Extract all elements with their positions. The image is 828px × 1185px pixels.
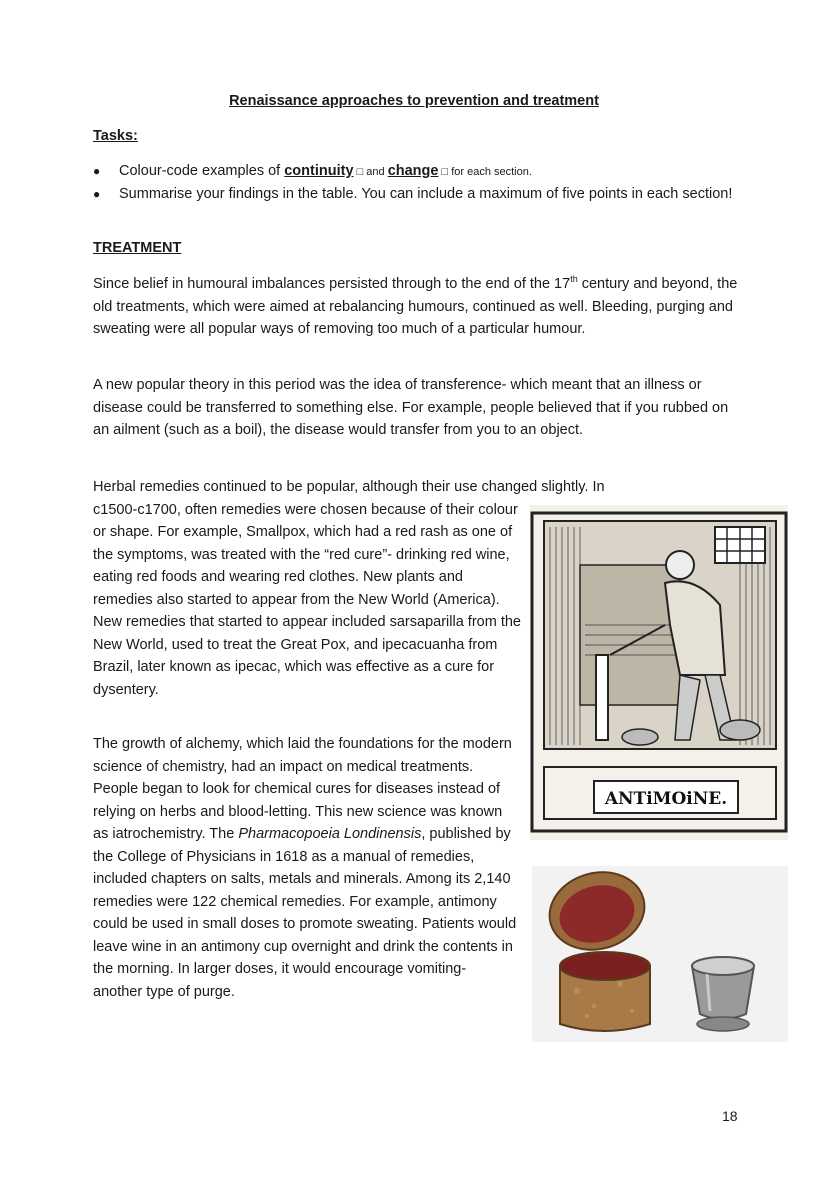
- antimony-woodcut-image: [530, 505, 788, 840]
- change-term: change: [387, 163, 439, 179]
- change-checkbox: □ for each section.: [438, 166, 532, 178]
- page-title: Renaissance approaches to prevention and treatment: [229, 93, 599, 109]
- section-heading: TREATMENT: [93, 240, 182, 256]
- continuity-checkbox: □ and: [353, 166, 388, 178]
- superscript: th: [570, 274, 578, 285]
- paragraph-alchemy: [93, 733, 518, 1003]
- paragraph-text: century and beyond, the old treatments, which were aimed at rebalancing humours, continued as well. Bleeding, purging and sweating were all popular ways of removing too much of a particular humour.: [93, 276, 738, 337]
- task-list: [93, 160, 743, 205]
- task-item: [93, 160, 743, 183]
- paragraph-transference: A new popular theory in this period was the idea of transference- which meant that an illness or disease could be transferred to something else. For example, people believed that if you rubbed on an ailment (such as a boil), the disease would transfer from you to an object.: [93, 377, 729, 438]
- page-number: 18: [722, 1108, 738, 1124]
- paragraph-text: , published by the College of Physicians in 1618 as a manual of remedies, included chapters on salts, metals and minerals. Among its 2,140 remedies were 122 chemical remedies. For example, antimony could be used in small doses to promote sweating. Patients would leave wine in an antimony cup overnight and drink the contents in the morning. In larger doses, it would encourage vomiting- another type of purge.: [93, 826, 517, 1000]
- paragraph-humoural: [93, 273, 743, 341]
- task-item: [93, 183, 743, 205]
- woodcut-caption: ANTiMOiNE.: [604, 789, 728, 809]
- continuity-term: continuity: [284, 163, 354, 179]
- paragraph-text: The growth of alchemy, which laid the foundations for the modern science of chemistry, had an impact on medical treatments. People began to look for chemical cures for diseases instead of relying on herbs and blood-letting. This new science was known as iatrochemistry. The: [93, 736, 512, 842]
- antimony-cup-photo: [532, 866, 788, 1042]
- tasks-heading: Tasks:: [93, 128, 138, 144]
- book-title: Pharmacopoeia Londinensis: [238, 826, 422, 842]
- paragraph-text: Herbal remedies continued to be popular, although their use changed slightly. In: [93, 479, 605, 495]
- paragraph-text: c1500-c1700, often remedies were chosen because of their colour or shape. For example, Smallpox, which had a red rash as one of the symptoms, was treated with the “red cure”- drinking red wine, eating red foods and wearing red clothes. New plants and remedies also started to appear from the New World (America). New remedies that started to appear included sarsaparilla from the New World, used to treat the Great Pox, and ipecacuanha from Brazil, later known as ipecac, which was effective as a cure for dysentery.: [93, 501, 521, 698]
- task-text: Summarise your findings in the table. You can include a maximum of five points in each section!: [119, 186, 733, 202]
- paragraph-text: Since belief in humoural imbalances persisted through to the end of the 17: [93, 276, 571, 292]
- task-text: Colour-code examples of: [119, 163, 285, 179]
